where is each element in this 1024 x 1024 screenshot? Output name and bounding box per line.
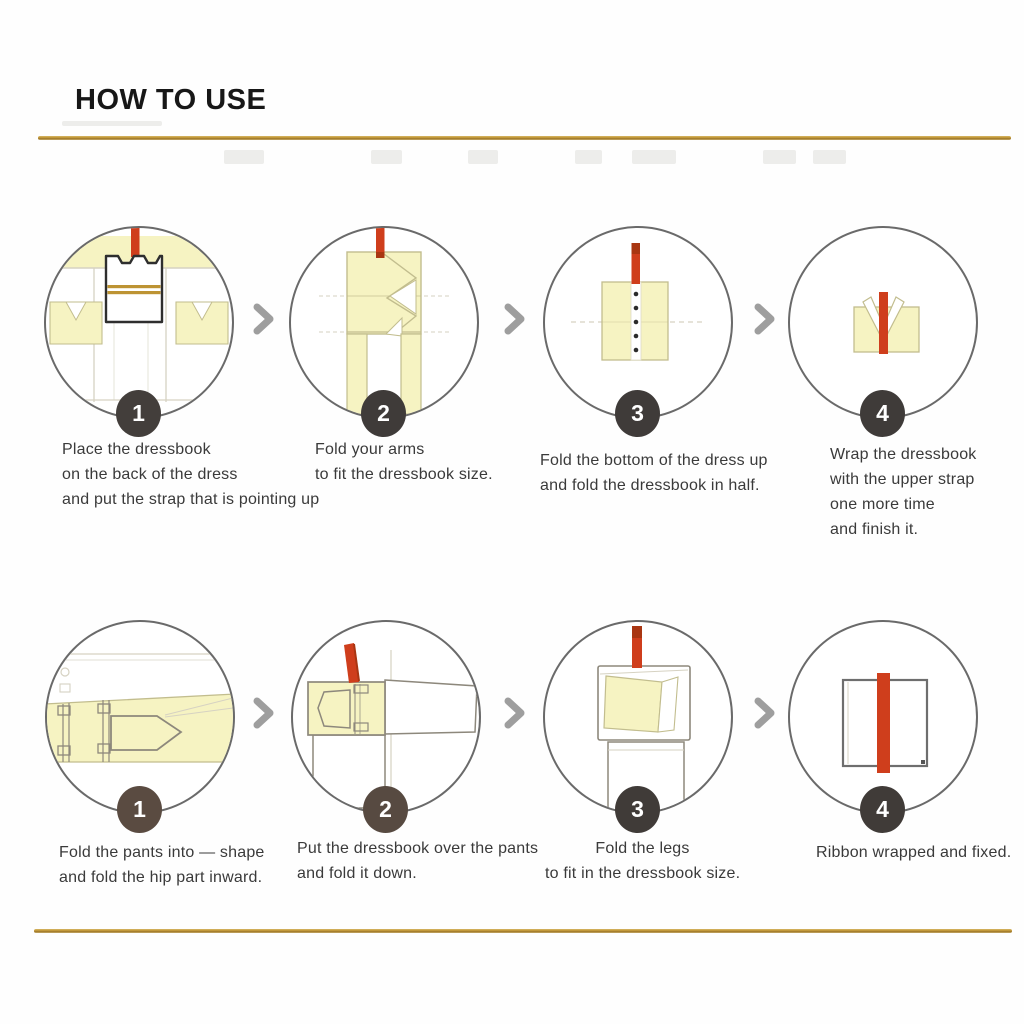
step-number-badge: 2 bbox=[363, 786, 408, 833]
step-caption: Fold the pants into — shape and fold the hip part inward. bbox=[59, 844, 265, 886]
illustration-pants-fold-flat bbox=[45, 620, 235, 812]
step-caption: Wrap the dressbook with the upper strap one more time and finish it. bbox=[830, 446, 977, 538]
page-title: HOW TO USE bbox=[75, 84, 267, 116]
step-circle-pants-1 bbox=[45, 620, 235, 814]
step-circle-pants-2 bbox=[291, 620, 481, 814]
step-number-badge: 3 bbox=[615, 786, 660, 833]
step-arrow-icon bbox=[753, 696, 777, 730]
step-arrow-icon bbox=[503, 302, 527, 336]
bottom-gold-divider bbox=[34, 929, 1012, 933]
step-caption: Fold the bottom of the dress up and fold the dressbook in half. bbox=[540, 452, 768, 494]
step-circle-pants-4 bbox=[788, 620, 978, 814]
step-number-badge: 1 bbox=[117, 786, 162, 833]
step-number-badge: 4 bbox=[860, 390, 905, 437]
step-caption: Place the dressbook on the back of the dress and put the strap that is pointing up bbox=[62, 441, 320, 508]
illustration-pants-ribbon-fixed bbox=[788, 620, 978, 812]
illustration-pants-fold-legs bbox=[543, 620, 733, 812]
step-arrow-icon bbox=[753, 302, 777, 336]
step-caption: Fold the legs to fit in the dressbook size. bbox=[545, 840, 741, 882]
step-number-badge: 2 bbox=[361, 390, 406, 437]
step-arrow-icon bbox=[503, 696, 527, 730]
step-caption: Fold your arms to fit the dressbook size. bbox=[315, 441, 493, 483]
step-caption: Ribbon wrapped and fixed. bbox=[816, 844, 1012, 861]
step-arrow-icon bbox=[252, 302, 276, 336]
step-number-badge: 3 bbox=[615, 390, 660, 437]
step-number-badge: 1 bbox=[116, 390, 161, 437]
step-arrow-icon bbox=[252, 696, 276, 730]
step-number-badge: 4 bbox=[860, 786, 905, 833]
step-circle-pants-3 bbox=[543, 620, 733, 814]
top-gold-divider bbox=[38, 136, 1011, 140]
step-caption: Put the dressbook over the pants and fold it down. bbox=[297, 840, 539, 882]
illustration-pants-dressbook-over bbox=[291, 620, 481, 812]
